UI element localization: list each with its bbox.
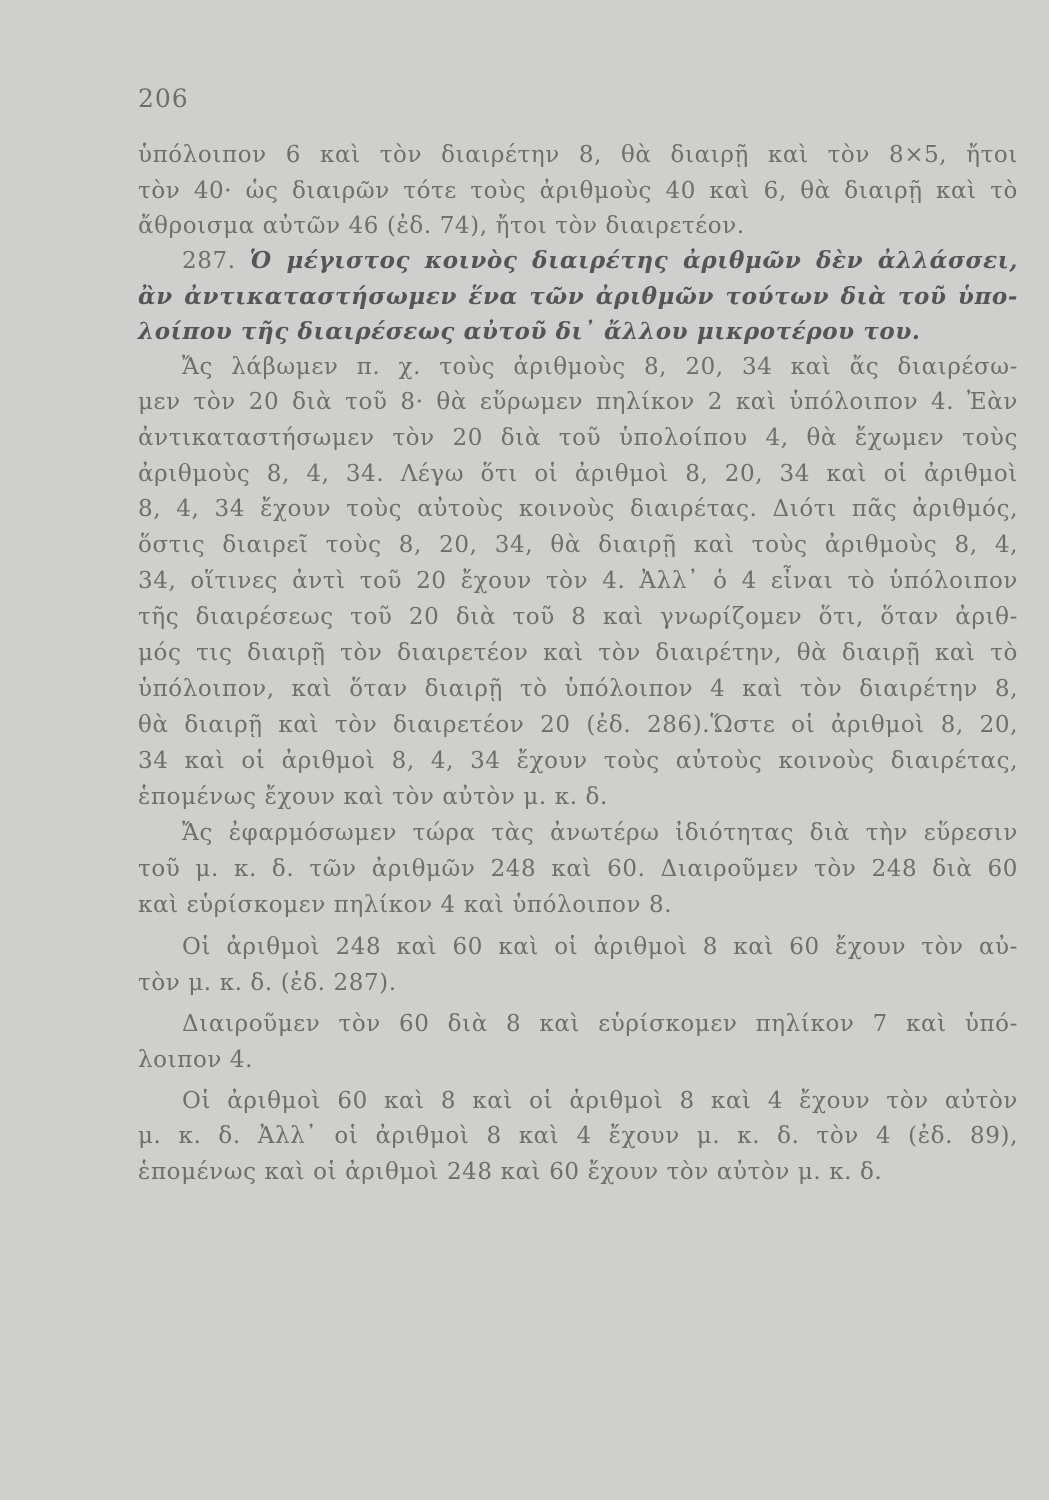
text-line: μός τις διαιρῇ τὸν διαιρετέον καὶ τὸν διαιρέτην, θὰ διαιρῇ καὶ τὸ bbox=[138, 640, 1018, 666]
text-line: 34 καὶ οἱ ἀριθμοὶ 8, 4, 34 ἔχουν τοὺς αὐτοὺς κοινοὺς διαιρέτας, bbox=[138, 748, 1018, 774]
text-line: 8, 4, 34 ἔχουν τοὺς αὐτοὺς κοινοὺς διαιρέτας. Διότι πᾶς ἀριθμός, bbox=[138, 496, 1018, 522]
text-line: Διαιροῦμεν τὸν 60 διὰ 8 καὶ εὑρίσκομεν πηλίκον 7 καὶ ὑπό- bbox=[182, 1011, 1018, 1037]
text-line: ἀντικαταστήσωμεν τὸν 20 διὰ τοῦ ὑπολοίπου 4, θὰ ἔχωμεν τοὺς bbox=[138, 425, 1018, 451]
text-line: Ἄς ἐφαρμόσωμεν τώρα τὰς ἀνωτέρω ἰδιότητας διὰ τὴν εὕρεσιν bbox=[182, 820, 1018, 846]
theorem-text: ἂν ἀντικαταστήσωμεν ἕνα τῶν ἀριθμῶν τούτων διὰ τοῦ ὑπο- bbox=[138, 283, 1018, 310]
text-line: 34, οἵτινες ἀντὶ τοῦ 20 ἔχουν τὸν 4. Ἀλλ᾿ ὁ 4 εἶναι τὸ ὑπόλοιπον bbox=[138, 568, 1018, 594]
text-line: λοιπον 4. bbox=[138, 1047, 254, 1073]
paragraph-number: 287. bbox=[182, 248, 236, 274]
text-line: θὰ διαιρῇ καὶ τὸν διαιρετέον 20 (ἐδ. 286).Ὥστε οἱ ἀριθμοὶ 8, 20, bbox=[138, 712, 1018, 738]
text-line: ὅστις διαιρεῖ τοὺς 8, 20, 34, θὰ διαιρῇ καὶ τοὺς ἀριθμοὺς 8, 4, bbox=[138, 532, 1018, 558]
text-line: ὑπόλοιπον, καὶ ὅταν διαιρῇ τὸ ὑπόλοιπον 4 καὶ τὸν διαιρέτην 8, bbox=[138, 676, 1018, 702]
page-number: 206 bbox=[138, 84, 189, 113]
text-line: ἑπομένως ἔχουν καὶ τὸν αὐτὸν μ. κ. δ. bbox=[138, 784, 608, 810]
text-line: τοῦ μ. κ. δ. τῶν ἀριθμῶν 248 καὶ 60. Διαιροῦμεν τὸν 248 διὰ 60 bbox=[138, 856, 1018, 882]
paragraph-287-heading bbox=[182, 247, 1018, 274]
text-line: ἄθροισμα αὐτῶν 46 (ἐδ. 74), ἤτοι τὸν διαιρετέον. bbox=[138, 213, 745, 239]
text-line: Οἱ ἀριθμοὶ 248 καὶ 60 καὶ οἱ ἀριθμοὶ 8 καὶ 60 ἔχουν τὸν αὐ- bbox=[182, 934, 1018, 960]
text-line: Ἄς λάβωμεν π. χ. τοὺς ἀριθμοὺς 8, 20, 34 καὶ ἄς διαιρέσω- bbox=[182, 354, 1018, 380]
text-line: τὸν 40· ὡς διαιρῶν τότε τοὺς ἀριθμοὺς 40 καὶ 6, θὰ διαιρῇ καὶ τὸ bbox=[138, 178, 1018, 204]
text-line: μ. κ. δ. Ἀλλ᾿ οἱ ἀριθμοὶ 8 καὶ 4 ἔχουν μ. κ. δ. τὸν 4 (ἐδ. 89), bbox=[138, 1123, 1018, 1149]
text-line: ἀριθμοὺς 8, 4, 34. Λέγω ὅτι οἱ ἀριθμοὶ 8, 20, 34 καὶ οἱ ἀριθμοὶ bbox=[138, 461, 1018, 487]
theorem-text: λοίπου τῆς διαιρέσεως αὐτοῦ δι᾿ ἄλλου μικροτέρου του. bbox=[138, 318, 921, 345]
text-line: καὶ εὑρίσκομεν πηλίκον 4 καὶ ὑπόλοιπον 8. bbox=[138, 892, 673, 918]
text-line: τὸν μ. κ. δ. (ἐδ. 287). bbox=[138, 970, 397, 996]
text-line: τῆς διαιρέσεως τοῦ 20 διὰ τοῦ 8 καὶ γνωρίζομεν ὅτι, ὅταν ἀριθ- bbox=[138, 604, 1018, 630]
text-line: ὑπόλοιπον 6 καὶ τὸν διαιρέτην 8, θὰ διαιρῇ καὶ τὸν 8×5, ἤτοι bbox=[138, 142, 1018, 168]
text-line: Οἱ ἀριθμοὶ 60 καὶ 8 καὶ οἱ ἀριθμοὶ 8 καὶ 4 ἔχουν τὸν αὐτὸν bbox=[182, 1088, 1018, 1114]
text-line: ἑπομένως καὶ οἱ ἀριθμοὶ 248 καὶ 60 ἔχουν τὸν αὐτὸν μ. κ. δ. bbox=[138, 1159, 883, 1185]
text-line: μεν τὸν 20 διὰ τοῦ 8· θὰ εὕρωμεν πηλίκον 2 καὶ ὑπόλοιπον 4. Ἐὰν bbox=[138, 389, 1018, 415]
theorem-text: Ὁ μέγιστος κοινὸς διαιρέτης ἀριθμῶν δὲν ἀλλάσσει, bbox=[249, 247, 1018, 274]
